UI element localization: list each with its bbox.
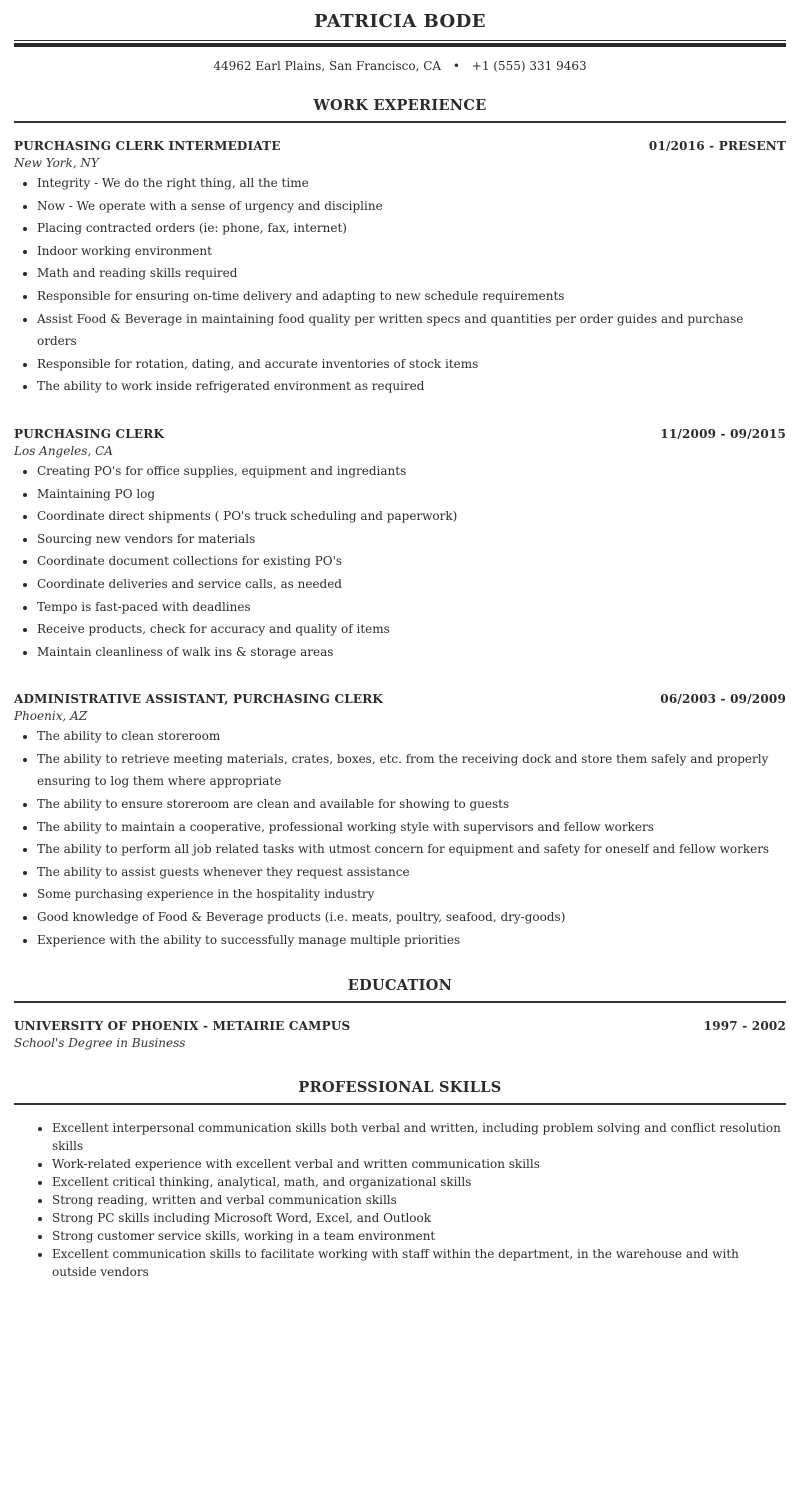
list-item: • The ability to work inside refrigerated environment as required [37,375,786,398]
education-section [14,977,786,1052]
list-item: • The ability to assist guests whenever they request assistance [37,861,786,884]
list-item: • Placing contracted orders (ie: phone, fax, internet) [37,217,786,240]
list-item: • The ability to retrieve meeting materials, crates, boxes, etc. from the receiving dock and store them safely and properly ensuring to log them where appropriate [37,748,786,793]
school-name: UNIVERSITY OF PHOENIX - METAIRIE CAMPUS [14,1019,351,1034]
list-item: • Experience with the ability to successfully manage multiple priorities [37,929,786,952]
list-item: • Some purchasing experience in the hospitality industry [37,883,786,906]
list-item: • Coordinate document collections for existing PO's [37,550,786,573]
job-entry [14,691,786,951]
job-title: PURCHASING CLERK INTERMEDIATE [14,139,281,153]
section-rule-skills [14,1103,786,1105]
list-item: • The ability to clean storeroom [37,725,786,748]
candidate-name: PATRICIA BODE [313,11,486,32]
list-item: • The ability to maintain a cooperative, professional working style with supervisors and fellow workers [37,816,786,839]
list-item: • Strong PC skills including Microsoft Word, Excel, and Outlook [52,1209,786,1227]
list-item: • Now - We operate with a sense of urgency and discipline [37,195,786,218]
list-item: • Maintaining PO log [37,483,786,506]
section-title-work: WORK EXPERIENCE [313,97,487,114]
work-experience-section [14,97,786,951]
education-dates: 1997 - 2002 [703,1019,786,1034]
contact-phone: +1 (555) 331 9463 [471,59,587,73]
header-rule-thin [14,40,786,41]
list-item: • Excellent critical thinking, analytical, math, and organizational skills [52,1173,786,1191]
skills-list [14,1119,786,1281]
job-dates: 01/2016 - PRESENT [648,139,786,153]
list-item: • The ability to perform all job related tasks with utmost concern for equipment and safety for oneself and fellow workers [37,838,786,861]
list-item: • Excellent interpersonal communication skills both verbal and written, including problem solving and conflict resolution skills [52,1119,786,1155]
list-item: • Maintain cleanliness of walk ins & storage areas [37,641,786,664]
list-item: • Responsible for rotation, dating, and accurate inventories of stock items [37,353,786,376]
list-item: • Strong customer service skills, working in a team environment [52,1227,786,1245]
job-duties-list [14,725,786,951]
list-item: • Responsible for ensuring on-time delivery and adapting to new schedule requirements [37,285,786,308]
list-item: • Work-related experience with excellent verbal and written communication skills [52,1155,786,1173]
section-rule-work [14,121,786,123]
list-item: • Coordinate direct shipments ( PO's truck scheduling and paperwork) [37,505,786,528]
job-header [14,691,786,707]
contact-line [14,58,786,74]
job-title: ADMINISTRATIVE ASSISTANT, PURCHASING CLERK [14,692,384,707]
job-header [14,426,786,442]
section-title-skills: PROFESSIONAL SKILLS [298,1079,502,1097]
list-item: • Excellent communication skills to facilitate working with staff within the department, in the warehouse and with outside vendors [52,1245,786,1281]
header-rule-thick [14,43,786,47]
list-item: • Strong reading, written and verbal communication skills [52,1191,786,1209]
list-item: • Good knowledge of Food & Beverage products (i.e. meats, poultry, seafood, dry-goods) [37,906,786,929]
education-entry [14,1018,786,1052]
job-dates: 11/2009 - 09/2015 [660,426,786,441]
list-item: • Receive products, check for accuracy and quality of items [37,618,786,641]
list-item: • Assist Food & Beverage in maintaining food quality per written specs and quantities per order guides and purchase orders [37,308,786,353]
job-duties-list [14,460,786,663]
list-item: • Creating PO's for office supplies, equipment and ingrediants [37,460,786,483]
education-header [14,1018,786,1034]
list-item: • Indoor working environment [37,240,786,263]
list-item: • Coordinate deliveries and service calls, as needed [37,573,786,596]
job-location: Los Angeles, CA [14,443,113,458]
job-location: Phoenix, AZ [14,709,88,724]
job-duties-list [14,172,786,398]
job-dates: 06/2003 - 09/2009 [660,692,786,707]
list-item: • Integrity - We do the right thing, all the time [37,172,786,195]
job-location: New York, NY [14,156,99,170]
list-item: • Sourcing new vendors for materials [37,528,786,551]
job-entry [14,138,786,398]
list-item: • Math and reading skills required [37,262,786,285]
degree: School's Degree in Business [14,1036,186,1051]
contact-separator: • [452,59,460,73]
job-title: PURCHASING CLERK [14,426,165,441]
list-item: • Tempo is fast-paced with deadlines [37,596,786,619]
skills-section [14,1079,786,1281]
contact-address: 44962 Earl Plains, San Francisco, CA [213,59,442,73]
section-rule-education [14,1001,786,1003]
job-entry [14,426,786,663]
job-header [14,138,786,154]
list-item: • The ability to ensure storeroom are clean and available for showing to guests [37,793,786,816]
section-title-education: EDUCATION [347,977,453,995]
